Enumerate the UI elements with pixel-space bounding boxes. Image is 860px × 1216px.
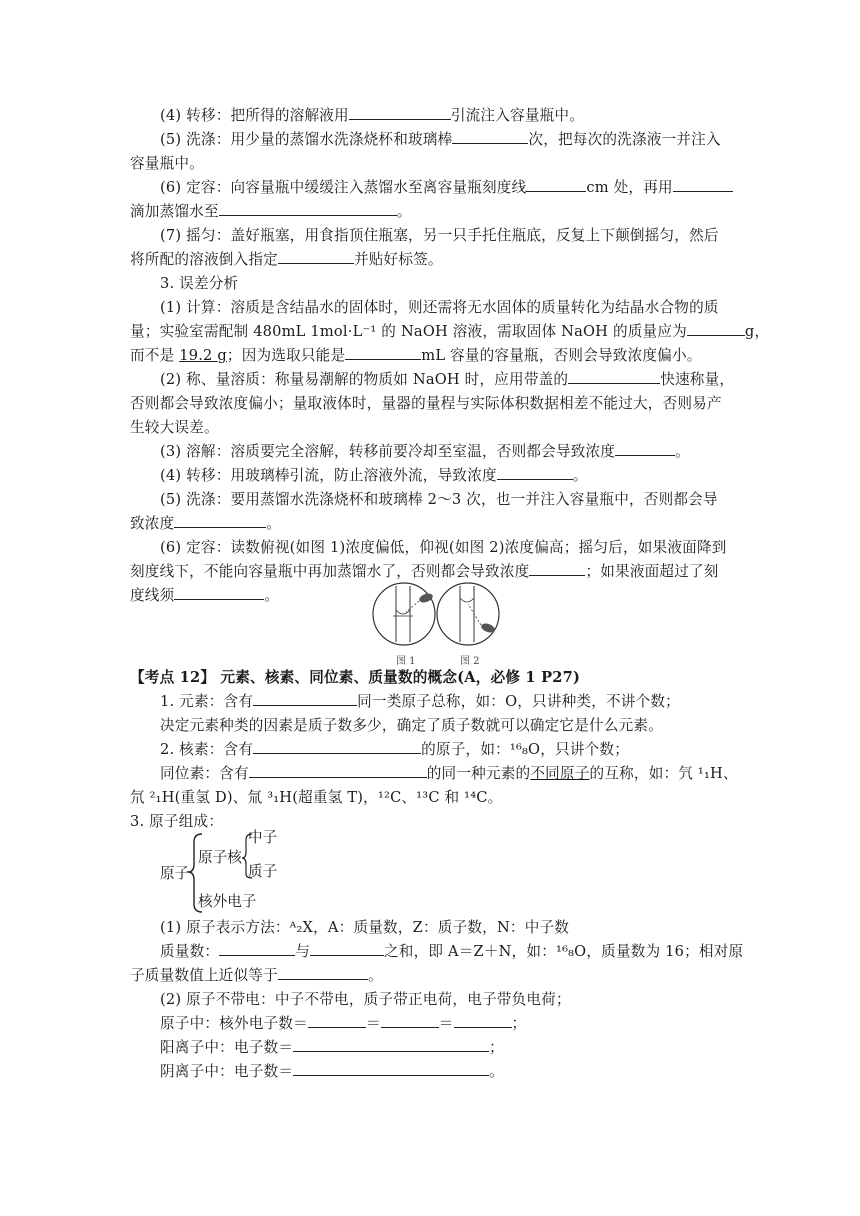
step-4-transfer <box>160 104 730 128</box>
text: (5) 洗涤：用少量的蒸馏水洗涤烧杯和玻璃棒 <box>160 131 453 148</box>
text: 刻度线下，不能向容量瓶中再加蒸馏水了，否则都会导致浓度 <box>130 563 530 580</box>
error-4-transfer <box>160 464 730 488</box>
text: ； <box>511 1015 527 1032</box>
step-5-wash <box>160 128 730 152</box>
isotope-symbol: ¹⁶₈O <box>556 943 587 960</box>
text: ，质量数为 16；相对原 <box>586 943 744 960</box>
error-5-wash <box>160 488 730 512</box>
text: 子质量数值上近似等于 <box>130 967 278 984</box>
mass-number-cont <box>130 964 730 988</box>
text: (6) 定容：向容量瓶中缓缓注入蒸馏水至离容量瓶刻度线 <box>160 179 527 196</box>
element-definition <box>160 690 730 714</box>
fill-blank[interactable] <box>308 1012 366 1028</box>
fill-blank[interactable] <box>253 690 357 706</box>
fill-blank[interactable] <box>249 762 427 778</box>
text: g， <box>744 323 770 340</box>
fill-blank[interactable] <box>253 738 421 754</box>
electron-label: 核外电子 <box>198 893 257 910</box>
text: 阴离子中：电子数＝ <box>160 1063 294 1080</box>
text: ；因为选取只能是 <box>226 347 346 364</box>
fill-blank[interactable] <box>345 344 421 360</box>
figure-1-caption: 图 1 <box>396 656 416 667</box>
isotope-symbol: ¹⁶₈O <box>509 741 541 758</box>
text: ；如果液面超过了刻 <box>585 563 719 580</box>
fill-blank[interactable] <box>219 940 295 956</box>
text: 。 <box>367 967 383 984</box>
text: 引流注入容量瓶中。 <box>450 107 584 124</box>
text: 2. 核素：含有 <box>160 741 254 758</box>
text: 滴加蒸馏水至 <box>130 203 219 220</box>
atom-notation <box>160 916 730 940</box>
figure-2-caption: 图 2 <box>460 656 480 667</box>
text: 决定元素种类的因素是质子数多少，确定了质子数就可以确定它是什么元素。 <box>160 717 663 734</box>
text: 。 <box>572 467 588 484</box>
text: 3. 误差分析 <box>160 275 239 292</box>
fill-blank[interactable] <box>673 176 733 192</box>
text: (2) 原子不带电：中子不带电，质子带正电荷，电子带负电荷； <box>160 991 571 1008</box>
text: 生较大误差。 <box>130 419 219 436</box>
fill-blank[interactable] <box>381 1012 439 1028</box>
text: 。 <box>489 1063 504 1080</box>
step-5-wash-cont <box>130 152 730 176</box>
text: 氘 ²₁H(重氢 D)、氚 ³₁H(超重氢 T)，¹²C、¹³C 和 ¹⁴C。 <box>130 789 503 806</box>
step-7-mix-cont <box>130 248 730 272</box>
fill-blank[interactable] <box>293 1060 489 1076</box>
error-1-calc <box>160 296 730 320</box>
error-6-volume <box>160 536 730 560</box>
text: 。 <box>675 443 690 460</box>
atom-label: 原子 <box>160 865 190 882</box>
anion-electron-count <box>160 1060 730 1084</box>
text: (1) 原子表示方法：ᴬ₂X，A：质量数，Z：质子数，N：中子数 <box>160 919 570 936</box>
fill-blank[interactable] <box>452 128 528 144</box>
text: (6) 定容：读数俯视(如图 1)浓度偏低，仰视(如图 2)浓度偏高；摇匀后，如果液面降到 <box>160 539 727 556</box>
text: (5) 洗涤：要用蒸馏水洗涤烧杯和玻璃棒 2～3 次，也一并注入容量瓶中，否则都会导 <box>160 491 718 508</box>
fill-blank[interactable] <box>568 368 660 384</box>
fill-blank[interactable] <box>293 1036 489 1052</box>
step-6-volume <box>160 176 730 200</box>
proton-label: 质子 <box>248 863 278 880</box>
fill-blank[interactable] <box>174 512 266 528</box>
text: (1) 计算：溶质是含结晶水的固体时，则还需将无水固体的质量转化为结晶水合物的质 <box>160 299 719 316</box>
fill-blank[interactable] <box>497 464 573 480</box>
text: 。 <box>264 587 280 604</box>
error-1-calc-cont <box>130 320 770 344</box>
error-6-volume-cont <box>130 560 730 584</box>
fill-blank[interactable] <box>219 200 397 216</box>
error-2-weigh-cont2 <box>130 416 730 440</box>
nuclide-definition <box>160 738 730 762</box>
text: ＝ <box>365 1015 381 1032</box>
text: cm 处，再用 <box>586 179 673 196</box>
text: 质量数： <box>160 943 220 960</box>
text: (4) 转移：把所得的溶解液用 <box>160 107 349 124</box>
text: 将所配的溶液倒入指定 <box>130 251 278 268</box>
text: 容量瓶中。 <box>130 155 204 172</box>
text: 阳离子中：电子数＝ <box>160 1039 294 1056</box>
fill-blank[interactable] <box>526 176 586 192</box>
text: (4) 转移：用玻璃棒引流，防止溶液外流，导致浓度 <box>160 467 497 484</box>
text: 度线须 <box>130 587 175 604</box>
isotope-examples <box>130 786 730 810</box>
text: (2) 称、量溶质：称量易潮解的物质如 NaOH 时，应用带盖的 <box>160 371 569 388</box>
text: 。 <box>396 203 412 220</box>
atom-electron-count <box>160 1012 730 1036</box>
fill-blank[interactable] <box>454 1012 512 1028</box>
text: 【考点 12】 元素、核素、同位素、质量数的概念(A，必修 1 P27) <box>130 669 581 686</box>
cation-electron-count <box>160 1036 730 1060</box>
nucleus-label: 原子核 <box>198 849 242 866</box>
error-2-weigh-cont <box>130 392 730 416</box>
text: 次，把每次的洗涤液一并注入 <box>528 131 721 148</box>
text: 同位素：含有 <box>160 765 249 782</box>
text: 之和，即 A＝Z＋N，如： <box>383 943 557 960</box>
fill-blank[interactable] <box>615 440 675 456</box>
atom-composition-diagram <box>160 830 280 914</box>
text: 而不是 <box>130 347 180 364</box>
text: 同一类原子总称，如：O，只讲种类，不讲个数； <box>357 693 680 710</box>
text: 与 <box>295 943 310 960</box>
text: (3) 溶解：溶质要完全溶解，转移前要冷却至室温，否则都会导致浓度 <box>160 443 616 460</box>
isotope-definition <box>160 762 738 786</box>
text: 1. 元素：含有 <box>160 693 254 710</box>
text: 原子中：核外电子数＝ <box>160 1015 308 1032</box>
fill-blank[interactable] <box>349 104 451 120</box>
fill-blank[interactable] <box>278 248 354 264</box>
text: 否则都会导致浓度偏小；量取液体时，量器的量程与实际体积数据相差不能过大，否则易产 <box>130 395 722 412</box>
fill-blank[interactable] <box>174 584 264 600</box>
mass-number <box>160 940 744 964</box>
meniscus-diagram <box>370 582 500 666</box>
text: ； <box>489 1039 504 1056</box>
text: 的同一种元素的 <box>426 765 531 782</box>
text: mL 容量的容量瓶，否则会导致浓度偏小。 <box>421 347 702 364</box>
error-2-weigh <box>160 368 735 392</box>
error-1-calc-cont2 <box>130 344 730 368</box>
text: 量；实验室需配制 480mL 1mol·L⁻¹ 的 NaOH 溶液，需取固体 NaOH 的质量应为 <box>130 323 687 340</box>
error-3-dissolve <box>160 440 730 464</box>
underlined-term: 不同原子 <box>530 765 590 782</box>
section-heading-kp12 <box>130 666 730 690</box>
text: 。 <box>266 515 282 532</box>
fill-blank[interactable] <box>687 320 745 336</box>
error-5-wash-cont <box>130 512 730 536</box>
text: 并贴好标签。 <box>353 251 443 268</box>
step-6-volume-cont <box>130 200 730 224</box>
fill-blank[interactable] <box>310 940 384 956</box>
text: 的互称，如：氕 ¹₁H、 <box>589 765 738 782</box>
step-7-mix <box>160 224 730 248</box>
text: ，只讲个数； <box>540 741 629 758</box>
underlined-answer: 19.2 g <box>179 347 227 364</box>
text: (7) 摇匀：盖好瓶塞，用食指顶住瓶塞，另一只手托住瓶底，反复上下颠倒摇匀，然后 <box>160 227 719 244</box>
neutron-label: 中子 <box>248 829 278 846</box>
meniscus-figures <box>370 582 500 666</box>
section-title-error-analysis <box>160 272 730 296</box>
text: 3. 原子组成： <box>130 813 224 830</box>
text: 致浓度 <box>130 515 175 532</box>
element-determinant <box>160 714 730 738</box>
text: 的原子，如： <box>421 741 510 758</box>
atom-charge <box>160 988 730 1012</box>
fill-blank[interactable] <box>278 964 368 980</box>
text: 快速称量， <box>660 371 735 388</box>
text: ＝ <box>438 1015 454 1032</box>
fill-blank[interactable] <box>529 560 585 576</box>
